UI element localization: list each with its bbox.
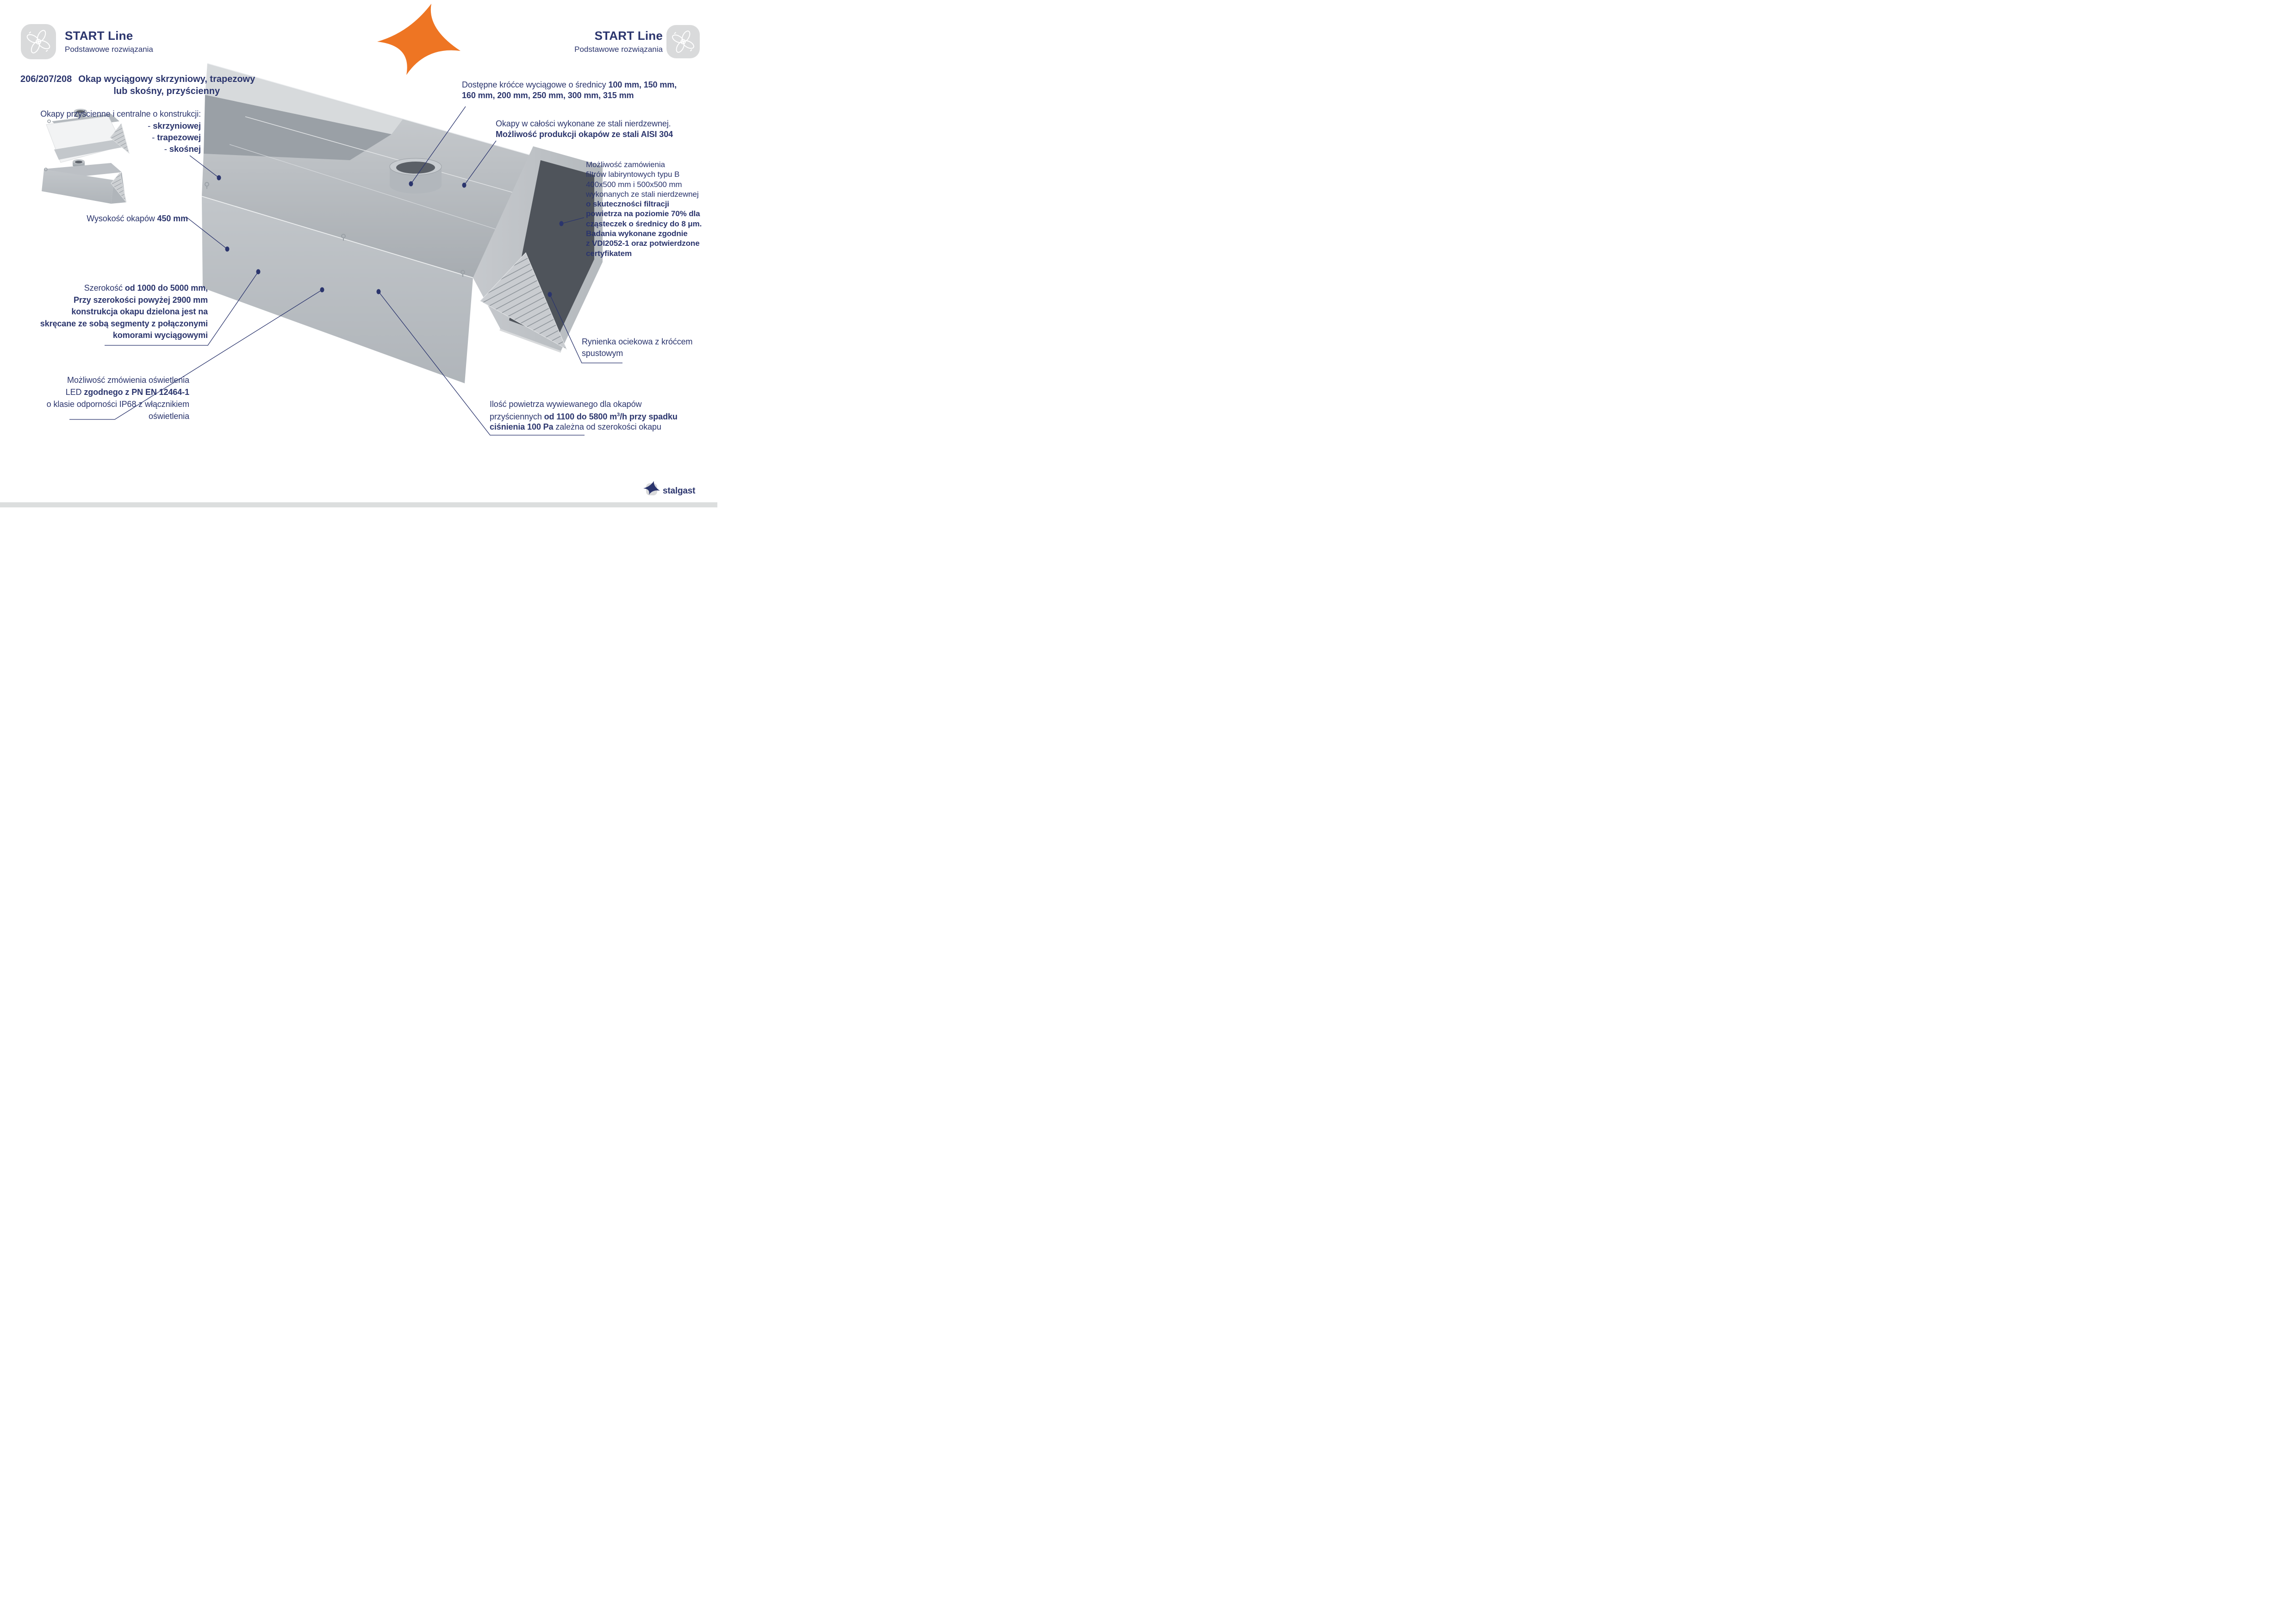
annotation-filtry-labiryntowe xyxy=(586,160,716,258)
stalgast-logo xyxy=(641,480,695,500)
text-line: powietrza na poziomie 70% dla xyxy=(586,209,700,219)
text-line: konstrukcja okapu dzielona jest na xyxy=(71,307,208,316)
product-title-line2: lub skośny, przyścienny xyxy=(113,86,220,96)
text-line: Okapy przyścienne i centralne o konstrukcji: xyxy=(40,109,201,119)
text-line: Przy szerokości powyżej 2900 mm xyxy=(73,295,208,305)
text-line: z VDI2052-1 oraz potwierdzone xyxy=(586,239,700,248)
text-line: LED zgodnego z PN EN 12464-1 xyxy=(65,387,189,397)
text-line: filtrów labiryntowych typu B xyxy=(586,170,680,179)
footer-bar xyxy=(0,502,717,507)
annotation-ilosc-powietrza xyxy=(490,399,698,432)
product-heading xyxy=(20,73,255,97)
annotation-szerokosc xyxy=(9,282,208,342)
text-line: o skuteczności filtracji xyxy=(586,200,669,209)
page-subtitle: Podstawowe rozwiązania xyxy=(65,45,153,54)
text-line: 400x500 mm i 500x500 mm xyxy=(586,180,682,189)
page-title: START Line xyxy=(65,29,133,43)
text-line: oświetlenia xyxy=(149,412,189,421)
text-line: komorami wyciągowymi xyxy=(112,331,208,340)
text-line: - skrzyniowej xyxy=(148,121,201,131)
stalgast-star-icon xyxy=(641,480,662,500)
text-line: cząsteczek o średnicy do 8 μm. xyxy=(586,219,702,228)
header-right xyxy=(574,29,663,55)
text-line: - trapezowej xyxy=(152,132,201,142)
text-line: skręcane ze sobą segmenty z połączonymi xyxy=(40,319,208,328)
annotation-oswietlenie-led xyxy=(23,374,189,422)
text-line: Badania wykonane zgodnie xyxy=(586,229,688,238)
small-hood-box-image xyxy=(42,159,126,204)
annotation-konstrukcja xyxy=(25,108,201,155)
catalog-page xyxy=(0,0,717,507)
annotation-wysokosc xyxy=(40,213,188,224)
header-left xyxy=(65,29,153,55)
product-title-line1: Okap wyciągowy skrzyniowy, trapezowy xyxy=(78,74,255,84)
text-line: o klasie odporności IP68 z włącznikiem xyxy=(46,400,189,409)
text-line: Ilość powietrza wywiewanego dla okapów xyxy=(490,400,642,409)
text-line: Możliwość produkcji okapów ze stali AISI 304 xyxy=(496,129,673,139)
text-line: Okapy w całości wykonane ze stali nierdzewnej. xyxy=(496,119,671,128)
text-line: ciśnienia 100 Pa zależna od szerokości okapu xyxy=(490,422,661,431)
product-title xyxy=(78,73,255,97)
text-line: Możliwość zmówienia oświetlenia xyxy=(67,375,189,385)
page-subtitle-right: Podstawowe rozwiązania xyxy=(574,45,663,54)
text-line: Wysokość okapów 450 mm xyxy=(87,214,188,223)
hood-render xyxy=(202,63,603,383)
text-line: certyfikatem xyxy=(586,249,632,258)
fan-icon xyxy=(666,25,700,58)
text-line: 160 mm, 200 mm, 250 mm, 300 mm, 315 mm xyxy=(462,90,634,100)
sparkle-star-icon xyxy=(366,0,472,79)
annotation-krocce xyxy=(462,80,679,100)
annotation-rynienka xyxy=(582,336,697,359)
text-line: spustowym xyxy=(582,349,623,358)
page-title-right: START Line xyxy=(594,29,663,43)
text-line: Szerokość od 1000 do 5000 mm, xyxy=(84,283,208,293)
fan-icon xyxy=(21,24,56,59)
stalgast-logo-text: stalgast xyxy=(663,486,696,496)
text-line: wykonanych ze stali nierdzewnej xyxy=(586,189,699,199)
duct-collar xyxy=(390,158,442,194)
text-line: Dostępne króćce wyciągowe o średnicy 100 mm, 150 mm, xyxy=(462,80,677,89)
product-code: 206/207/208 xyxy=(20,74,72,84)
annotation-stal-aisi xyxy=(496,119,695,139)
text-line: - skośnej xyxy=(164,144,201,154)
text-line: przyściennych od 1100 do 5800 $m^3/h$ przy spadku xyxy=(490,412,678,421)
text-line: Możliwość zamówienia xyxy=(586,160,665,169)
text-line: Rynienka ociekowa z króćcem xyxy=(582,337,693,346)
